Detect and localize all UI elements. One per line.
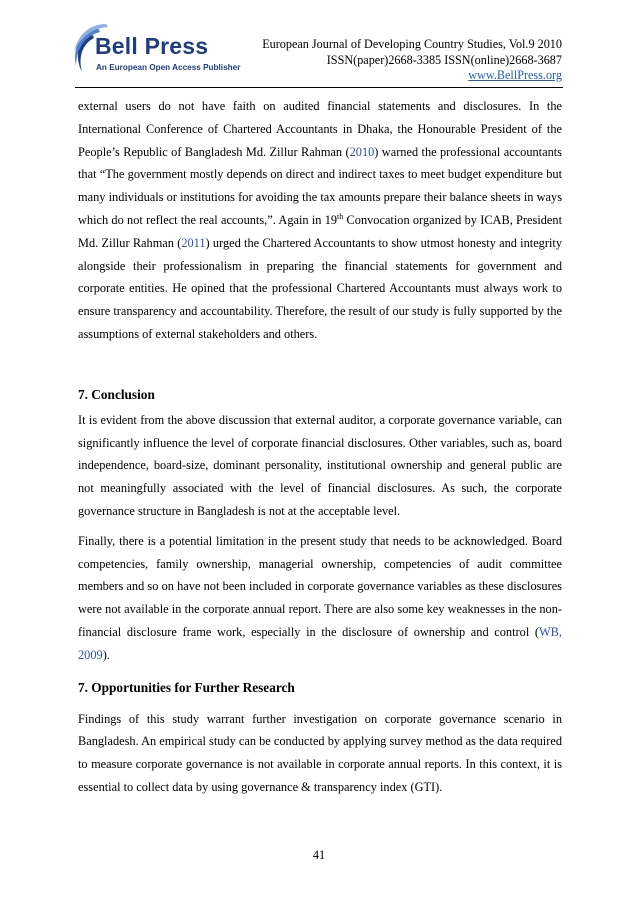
- limitation-paragraph: [78, 530, 562, 667]
- website-link[interactable]: www.BellPress.org: [468, 68, 562, 82]
- header-divider: [75, 87, 563, 88]
- journal-info: [262, 37, 562, 84]
- journal-title: European Journal of Developing Country Studies, Vol.9 2010: [262, 37, 562, 51]
- text-run: ) warned the professional accountants that “The government mostly depends on direct and indirect taxes to meet budget expenditure but many individuals or institutions for avoiding the tax amounts prepare their balance sheets in ways which do not reflect the real accounts,”. Again in 19: [78, 144, 562, 227]
- text-run: ) urged the Chartered Accountants to show utmost honesty and integrity alongside their professionalism in preparing the financial statements for government and corporate entities. He opined that the professional Chartered Accountants must always work to ensure transparency and accountability. Therefore, the result of our study is fully supported by the assumptions of external stakeholders and others.: [78, 235, 562, 341]
- page-number: 41: [312, 848, 326, 862]
- main-content: [78, 95, 562, 799]
- text-run: Finally, there is a potential limitation in the present study that needs to be acknowledged. Board competencies, family ownership, managerial ownership, competencies of audit committee members and so on have not been included in corporate governance variables as these disclosures were not available in the corporate annual report. There are also some key weaknesses in the non-financial disclosure frame work, especially in the disclosure of ownership and control (: [78, 533, 562, 639]
- bell-press-logo: [72, 22, 242, 82]
- conclusion-paragraph: It is evident from the above discussion that external auditor, a corporate governance variable, can significantly influence the level of corporate financial disclosures. Other variables, such as, board independence, board-size, dominant personality, institutional ownership and general public are not meaningfully associated with the level of financial disclosures. As such, the corporate governance structure in Bangladesh is not at the acceptable level.: [78, 412, 562, 518]
- citation-link[interactable]: 2010: [349, 144, 375, 159]
- opportunities-paragraph: Findings of this study warrant further investigation on corporate governance scenario in Bangladesh. An empirical study can be conducted by applying survey method as the data required to measure corporate governance is not available in corporate annual reports. In this context, it is essential to collect data by using governance & transparency index (GTI).: [78, 711, 562, 794]
- text-run: ).: [102, 647, 110, 662]
- superscript: th: [337, 211, 344, 221]
- citation-link[interactable]: 2011: [181, 235, 206, 250]
- opportunities-heading: 7. Opportunities for Further Research: [78, 679, 295, 695]
- logo-title: Bell Press: [95, 33, 209, 59]
- logo-subtitle: An European Open Access Publisher: [96, 63, 241, 72]
- citation-link[interactable]: WB, 2009: [78, 624, 562, 662]
- page-header: [0, 0, 638, 95]
- body-paragraph: [78, 95, 562, 346]
- conclusion-heading: 7. Conclusion: [78, 386, 155, 402]
- text-run: external users do not have faith on audited financial statements and disclosures. In the International Conference of Chartered Accountants in Dhaka, the Honourable President of the People’s Republic of Bangladesh Md. Zillur Rahman (: [78, 99, 562, 159]
- text-run: Convocation organized by ICAB, President Md. Zillur Rahman (: [78, 212, 562, 250]
- issn-line: ISSN(paper)2668-3385 ISSN(online)2668-3687: [326, 52, 562, 67]
